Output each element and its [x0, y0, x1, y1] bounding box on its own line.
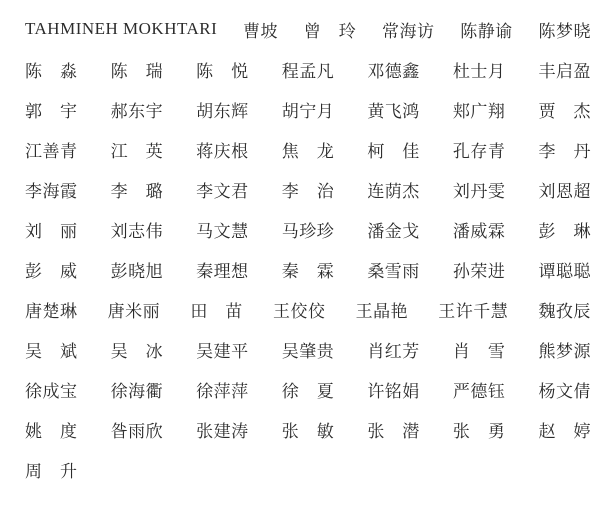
name-item: 潘金戈: [367, 221, 420, 241]
name-item: 徐海衢: [110, 381, 164, 401]
name-item: 连荫杰: [367, 181, 420, 201]
name-item: 黄飞鸿: [367, 101, 420, 121]
name-item: 曹坡: [243, 21, 279, 41]
name-item: 彭 琳: [538, 221, 591, 241]
name-item: 丰启盈: [538, 61, 591, 81]
name-item: 马珍珍: [281, 221, 335, 241]
name-row: [25, 9, 591, 49]
name-item: 赵 婷: [538, 421, 591, 441]
name-item: 许铭娟: [367, 381, 420, 401]
name-item: 肖红芳: [367, 341, 420, 361]
name-row: [25, 409, 591, 449]
name-item: 蒋庆根: [196, 141, 249, 161]
name-item: 魏孜辰: [538, 301, 591, 321]
name-item: 张建涛: [196, 421, 249, 441]
name-item: 刘恩超: [538, 181, 591, 201]
name-item: 彭晓旭: [110, 261, 164, 281]
name-item: 刘志伟: [110, 221, 164, 241]
name-item: 王佼佼: [272, 301, 326, 321]
name-row: [25, 369, 591, 409]
name-item: 吴建平: [196, 341, 249, 361]
name-item: 焦 龙: [281, 141, 335, 161]
name-item: 郭 宇: [25, 101, 78, 121]
name-item: 唐米丽: [107, 301, 161, 321]
name-item: 张 勇: [452, 421, 506, 441]
name-row: [25, 289, 591, 329]
name-item: 陈 悦: [196, 61, 249, 81]
name-item: 谭聪聪: [538, 261, 591, 281]
name-row: [25, 49, 591, 89]
name-item: 程孟凡: [281, 61, 335, 81]
name-item: 胡宁月: [281, 101, 335, 121]
name-item: 曾 玲: [303, 21, 357, 41]
name-item: 胡东辉: [196, 101, 249, 121]
name-item: 陈 淼: [25, 61, 78, 81]
name-item: 杨文倩: [538, 381, 591, 401]
name-item: 秦理想: [196, 261, 249, 281]
name-item: 周 升: [25, 461, 78, 481]
name-item: 常海访: [382, 21, 435, 41]
name-item: 孔存青: [452, 141, 506, 161]
name-row: [25, 249, 591, 289]
name-item: 杜士月: [452, 61, 506, 81]
name-item: 彭 威: [25, 261, 78, 281]
name-row: [25, 89, 591, 129]
name-item: 王许千慧: [438, 301, 509, 321]
name-row: [25, 209, 591, 249]
name-row: [25, 449, 591, 489]
name-item: TAHMINEH MOKHTARI: [25, 19, 218, 38]
name-row: [25, 329, 591, 369]
name-item: 马文慧: [196, 221, 249, 241]
name-row: [25, 129, 591, 169]
name-item: 陈 瑞: [110, 61, 164, 81]
name-list: [25, 9, 591, 489]
name-item: 严德钰: [452, 381, 506, 401]
name-row: [25, 169, 591, 209]
name-item: 肖 雪: [452, 341, 506, 361]
name-item: 江 英: [110, 141, 164, 161]
name-item: 熊梦源: [538, 341, 591, 361]
name-item: 唐楚琳: [25, 301, 78, 321]
name-item: 李 丹: [538, 141, 591, 161]
name-item: 贾 杰: [538, 101, 591, 121]
name-item: 徐成宝: [25, 381, 78, 401]
name-item: 王晶艳: [355, 301, 409, 321]
name-item: 李海霞: [25, 181, 78, 201]
name-item: 桑雪雨: [367, 261, 420, 281]
name-item: 徐 夏: [281, 381, 335, 401]
name-item: 张 潜: [367, 421, 420, 441]
name-item: 张 敏: [281, 421, 335, 441]
name-item: 吴肇贵: [281, 341, 335, 361]
name-item: 郏广翔: [452, 101, 506, 121]
name-item: 潘威霖: [452, 221, 506, 241]
name-item: 田 苗: [190, 301, 243, 321]
name-item: 刘丹雯: [452, 181, 506, 201]
name-item: 昝雨欣: [110, 421, 164, 441]
name-item: 李 治: [281, 181, 335, 201]
name-item: 孙荣进: [452, 261, 506, 281]
name-item: 郝东宇: [110, 101, 164, 121]
name-item: 秦 霖: [281, 261, 335, 281]
name-item: 江善青: [25, 141, 78, 161]
name-item: 陈梦晓: [538, 21, 591, 41]
name-item: 吴 冰: [110, 341, 164, 361]
name-item: 姚 度: [25, 421, 78, 441]
name-item: 李文君: [196, 181, 249, 201]
name-item: 李 璐: [110, 181, 164, 201]
name-item: 徐萍萍: [196, 381, 249, 401]
name-item: 刘 丽: [25, 221, 78, 241]
name-item: 邓德鑫: [367, 61, 420, 81]
name-item: 柯 佳: [367, 141, 420, 161]
name-item: 陈静谕: [460, 21, 513, 41]
name-item: 吴 斌: [25, 341, 78, 361]
